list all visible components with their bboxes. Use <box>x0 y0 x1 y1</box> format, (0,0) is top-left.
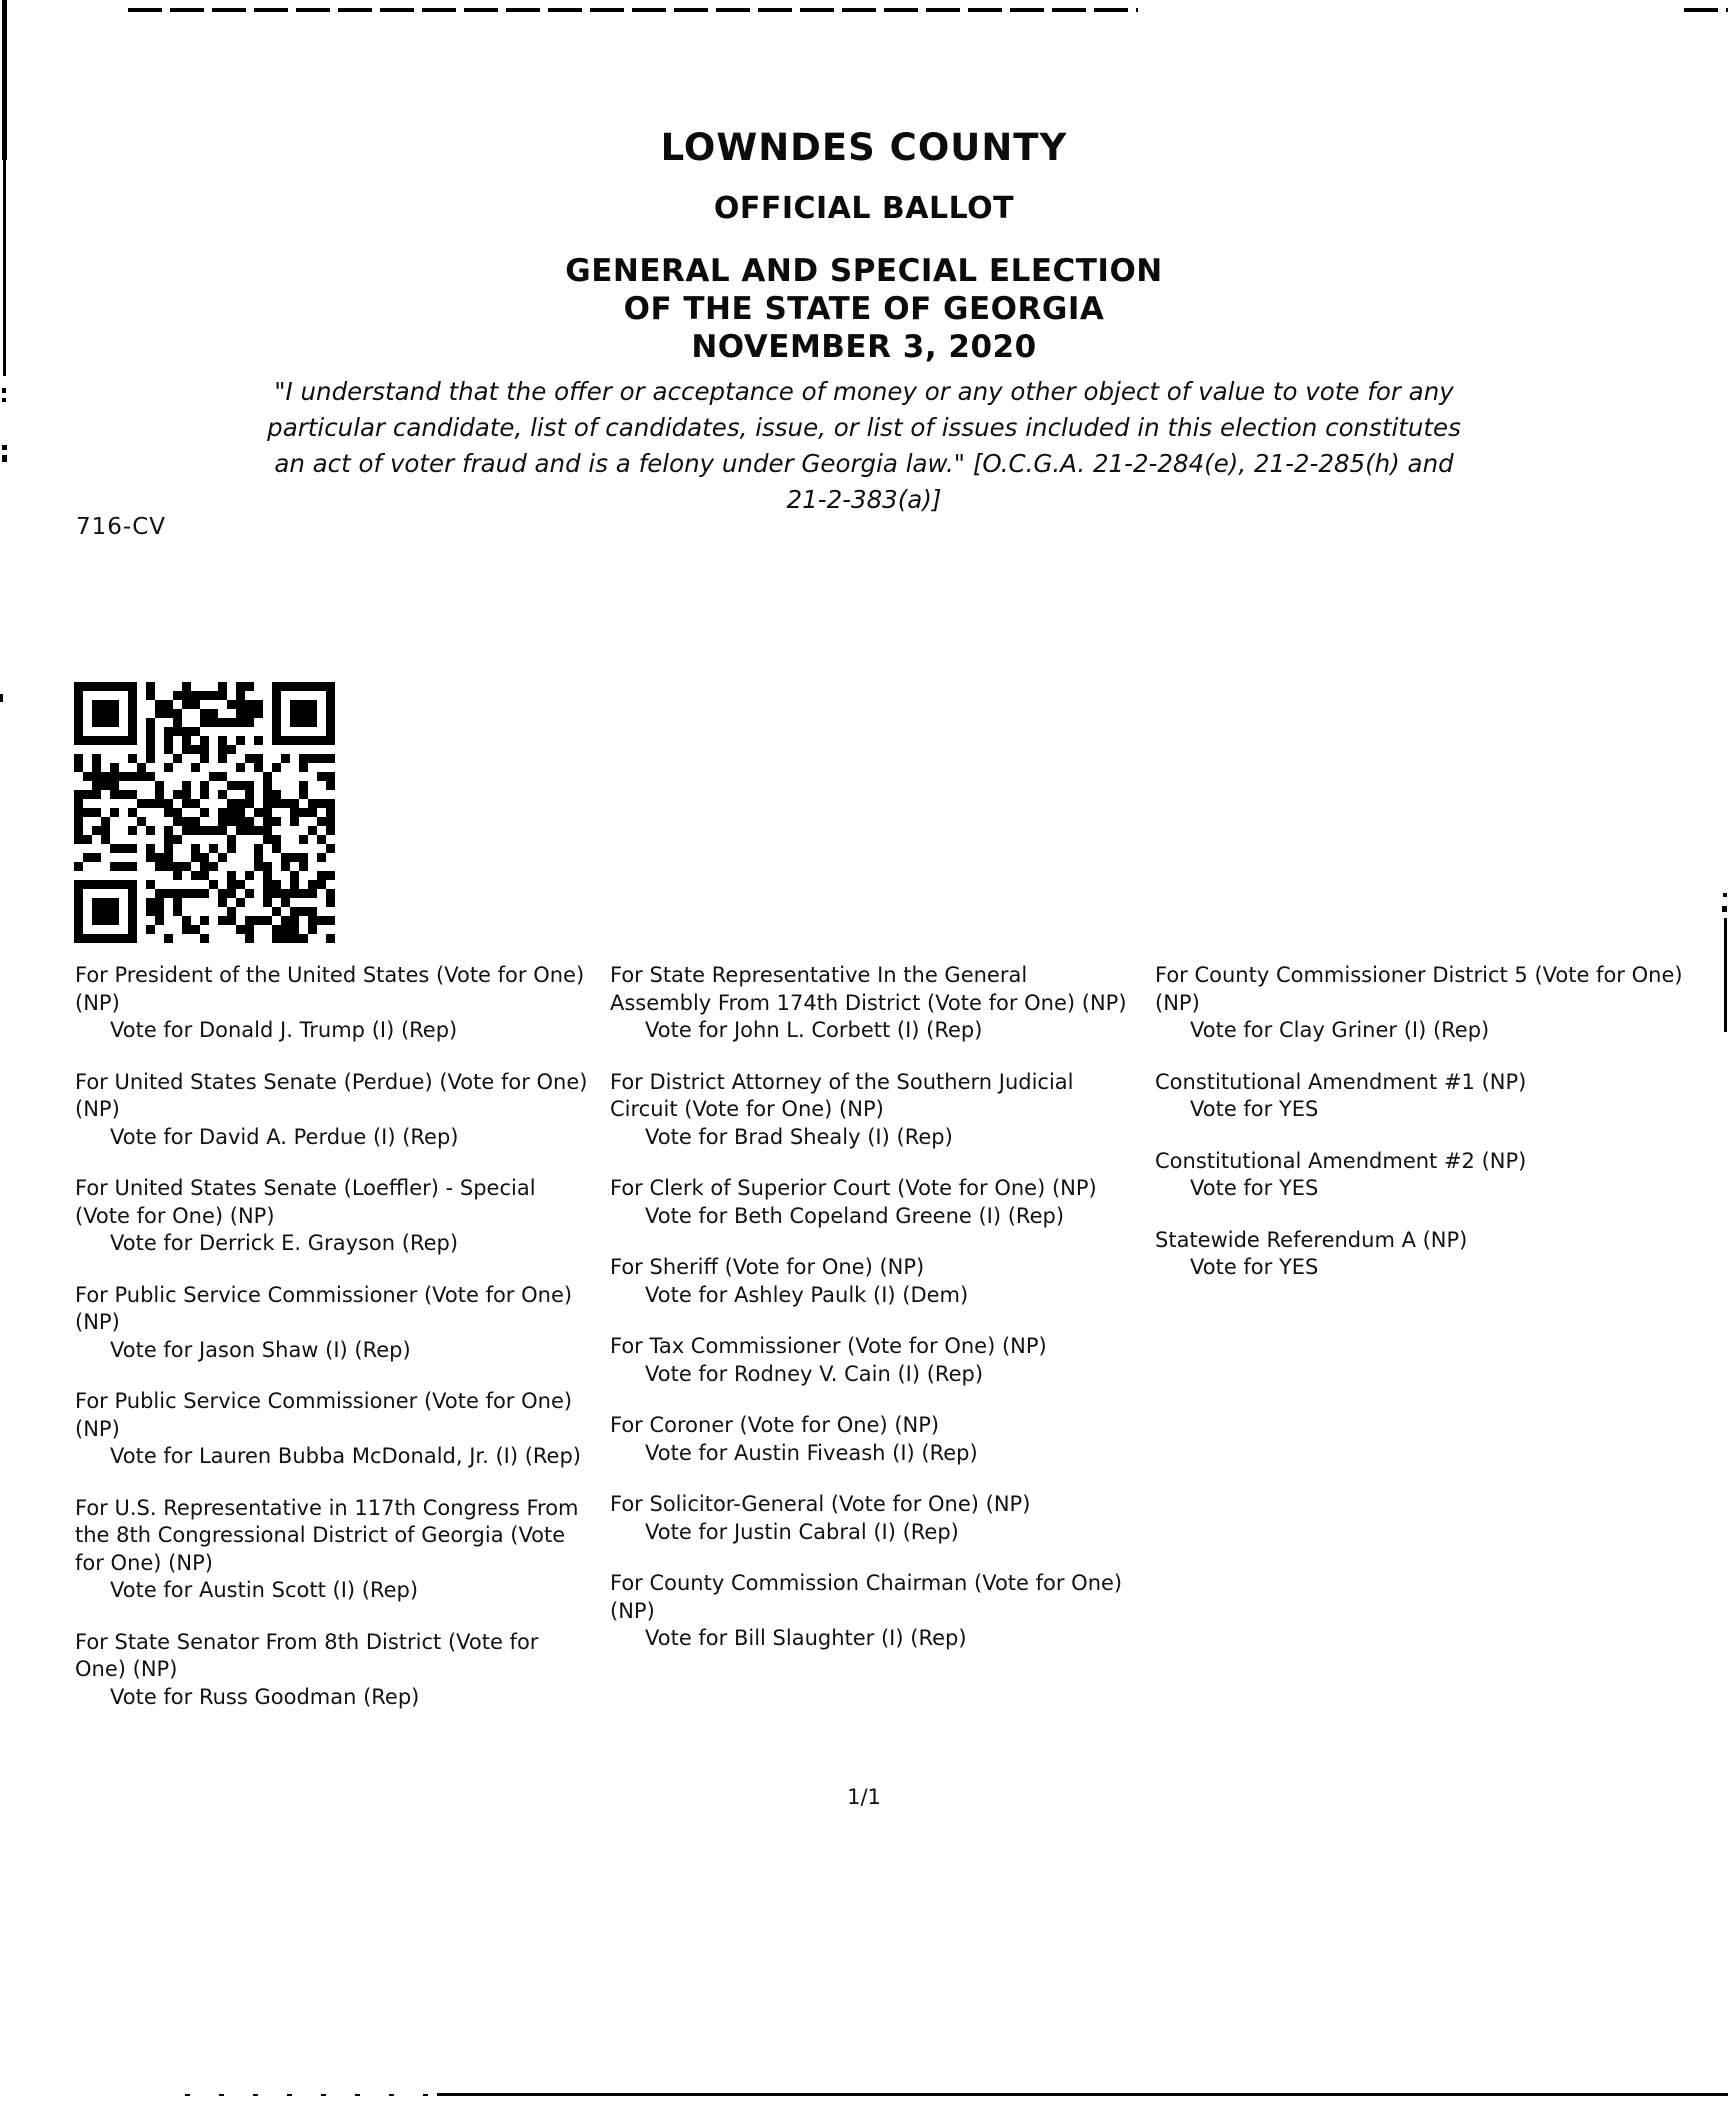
qr-code <box>74 682 335 943</box>
contest-title: For United States Senate (Loeffler) - Special (Vote for One) (NP) <box>75 1176 536 1228</box>
contest-title: For State Senator From 8th District (Vote for One) (NP) <box>75 1629 539 1681</box>
vote-selection: Vote for Jason Shaw (I) (Rep) <box>110 1337 411 1362</box>
contest <box>1155 1069 1703 1124</box>
vote-selection: Vote for Austin Scott (I) (Rep) <box>110 1578 419 1602</box>
ballot-column-3 <box>1155 962 1703 1306</box>
vote-selection: Vote for YES <box>1190 1176 1319 1200</box>
ballot-column-1 <box>75 962 595 1735</box>
contest <box>610 1254 1130 1309</box>
bottom-edge-dashes <box>185 2094 437 2096</box>
vote-selection: Vote for Bill Slaughter (I) (Rep) <box>645 1626 967 1650</box>
contest-title: Constitutional Amendment #1 (NP) <box>1155 1069 1527 1094</box>
page-number: 1/1 <box>847 1785 881 1809</box>
contest-title: For Public Service Commissioner (Vote for One) (NP) <box>75 1282 573 1334</box>
contest-title: For Coroner (Vote for One) (NP) <box>610 1413 940 1437</box>
contest-title: For County Commissioner District 5 (Vote for One) (NP) <box>1155 963 1683 1015</box>
right-edge-tick <box>1723 893 1727 897</box>
contest-title: For Tax Commissioner (Vote for One) (NP) <box>610 1334 1047 1358</box>
contest-title: For Clerk of Superior Court (Vote for One) (NP) <box>610 1176 1097 1200</box>
vote-selection: Vote for YES <box>1190 1255 1319 1279</box>
contest <box>75 1282 595 1365</box>
contest <box>1155 1148 1703 1203</box>
contest <box>75 1175 595 1258</box>
left-edge-tick <box>2 388 6 393</box>
right-edge-tick <box>1722 906 1727 912</box>
contest <box>610 1412 1130 1467</box>
contest <box>610 1570 1130 1653</box>
contest <box>75 1629 595 1712</box>
contest <box>610 1175 1130 1230</box>
vote-selection: Vote for Derrick E. Grayson (Rep) <box>110 1231 459 1255</box>
qr-code-image <box>74 682 335 943</box>
vote-selection: Vote for Austin Fiveash (I) (Rep) <box>645 1440 978 1465</box>
election-subtitle: OF THE STATE OF GEORGIA <box>623 291 1105 327</box>
contest-title: For Public Service Commissioner (Vote for One) (NP) <box>75 1389 573 1441</box>
contest-title: For President of the United States (Vote for One) (NP) <box>75 963 585 1015</box>
contest-title: Statewide Referendum A (NP) <box>1155 1227 1468 1252</box>
contest-title: For District Attorney of the Southern Judicial Circuit (Vote for One) (NP) <box>610 1069 1074 1121</box>
vote-selection: Vote for Donald J. Trump (I) (Rep) <box>110 1018 458 1042</box>
vote-selection: Vote for Ashley Paulk (I) (Dem) <box>645 1282 969 1307</box>
bottom-edge-line <box>437 2093 1728 2096</box>
contest <box>610 962 1130 1045</box>
right-edge-line <box>1724 918 1727 1032</box>
vote-selection: Vote for David A. Perdue (I) (Rep) <box>110 1124 459 1149</box>
ballot-column-2 <box>610 962 1130 1677</box>
election-title: GENERAL AND SPECIAL ELECTION <box>565 253 1163 289</box>
left-edge-tick <box>2 455 7 462</box>
ballot-header <box>0 126 1728 366</box>
county-title: LOWNDES COUNTY <box>660 126 1068 169</box>
vote-selection: Vote for Russ Goodman (Rep) <box>110 1684 420 1709</box>
vote-selection: Vote for Brad Shealy (I) (Rep) <box>645 1124 953 1149</box>
contest <box>75 1388 595 1471</box>
contest-title: For State Representative In the General Assembly From 174th District (Vote for One) (NP) <box>610 963 1127 1015</box>
contest-title: For Solicitor-General (Vote for One) (NP) <box>610 1492 1031 1516</box>
contest-title: For Sheriff (Vote for One) (NP) <box>610 1255 925 1279</box>
contest-title: For County Commission Chairman (Vote for One) (NP) <box>610 1571 1123 1623</box>
top-edge-dashed-line <box>128 8 1138 12</box>
contest <box>1155 962 1703 1045</box>
vote-selection: Vote for John L. Corbett (I) (Rep) <box>645 1018 983 1042</box>
left-edge-tick <box>0 694 3 702</box>
ballot-type-title: OFFICIAL BALLOT <box>713 191 1015 226</box>
contest <box>610 1069 1130 1152</box>
contest-title: For United States Senate (Perdue) (Vote for One) (NP) <box>75 1069 588 1121</box>
contest <box>610 1333 1130 1388</box>
top-edge-dash-right <box>1684 8 1728 12</box>
contest <box>75 962 595 1045</box>
vote-selection: Vote for Lauren Bubba McDonald, Jr. (I) (Rep) <box>110 1444 582 1468</box>
vote-selection: Vote for YES <box>1190 1097 1319 1121</box>
vote-selection: Vote for Rodney V. Cain (I) (Rep) <box>645 1361 984 1386</box>
contest <box>610 1491 1130 1546</box>
vote-selection: Vote for Clay Griner (I) (Rep) <box>1190 1018 1490 1042</box>
vote-selection: Vote for Justin Cabral (I) (Rep) <box>645 1519 959 1544</box>
voter-fraud-disclaimer: "I understand that the offer or acceptance of money or any other object of value to vote for any particular candidate, list of candidates, issue, or list of issues included in this election constitutes an act of voter fraud and is a felony under Georgia law." [O.C.G.A. 21-2-284(e), 21-2-285(h) and 21-2-383(a)] <box>267 377 1461 514</box>
ballot-style-code: 716-CV <box>76 514 166 540</box>
left-edge-tick <box>2 398 6 402</box>
contest-title: Constitutional Amendment #2 (NP) <box>1155 1148 1527 1173</box>
election-date: NOVEMBER 3, 2020 <box>691 329 1037 365</box>
contest-title: For U.S. Representative in 117th Congress From the 8th Congressional District of Georgia (Vote for One) (NP) <box>75 1495 579 1575</box>
contest <box>1155 1227 1703 1282</box>
contest <box>75 1069 595 1152</box>
contest <box>75 1495 595 1605</box>
vote-selection: Vote for Beth Copeland Greene (I) (Rep) <box>645 1203 1065 1228</box>
left-edge-tick <box>2 445 7 450</box>
